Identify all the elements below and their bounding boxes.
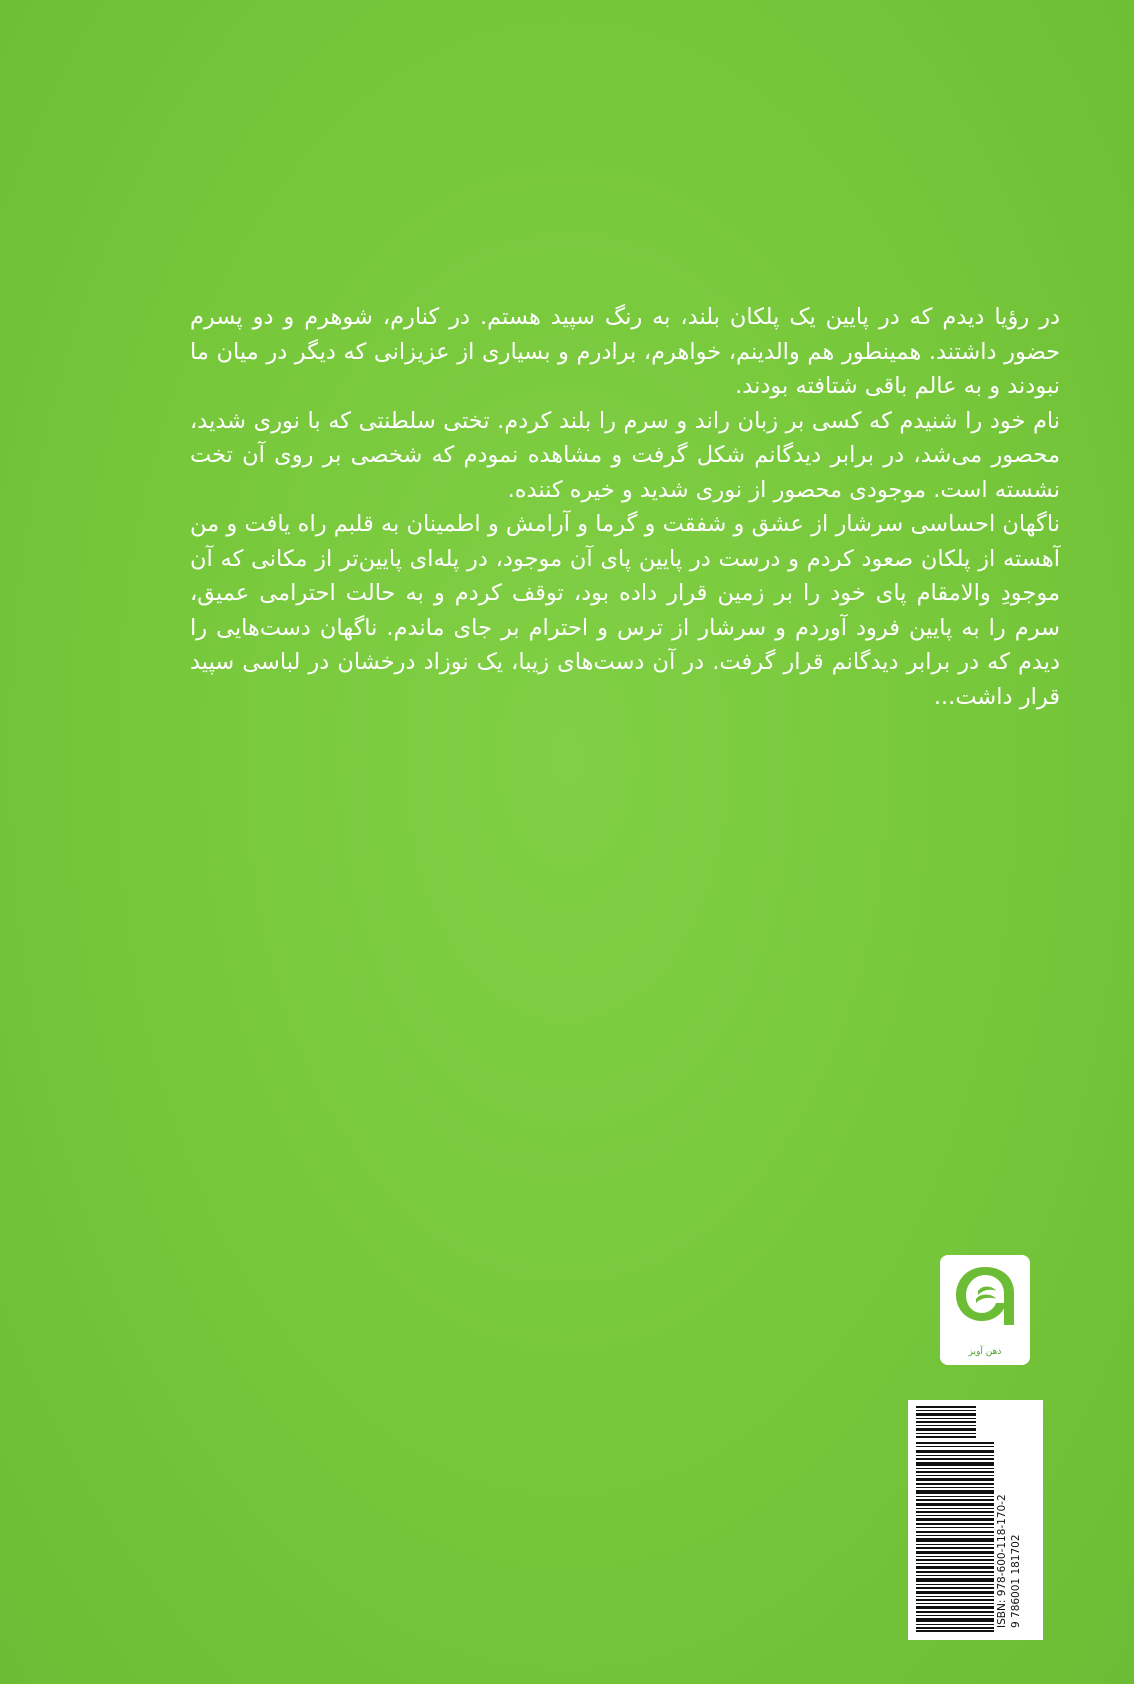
barcode-bars xyxy=(916,1442,994,1632)
barcode-digits: 9 786001 181702 xyxy=(1010,1534,1022,1628)
blurb-paragraph-2: نام خود را شنیدم که کسی بر زبان راند و سرم را بلند کردم. تختی سلطنتی که با نوری شدید، محصور می‌شد، در برابر دیدگانم شکل گرفت و مشاهده نمودم که شخصی بر روی آن تخت نشسته است. موجودی محصور از نوری شدید و خیره کننده. xyxy=(190,407,1060,503)
publisher-logo-icon xyxy=(948,1261,1022,1331)
barcode-addon-digits xyxy=(1010,1404,1024,1444)
back-cover-blurb xyxy=(190,300,1060,714)
blurb-paragraph-1: در رؤیا دیدم که در پایین یک پلکان بلند، به رنگ سپید هستم. در کنارم، شوهرم و دو پسرم حضور داشتند. همینطور هم والدینم، خواهرم، برادرم و بسیاری از عزیزانی که دیگر در میان ما نبودند و به عالم باقی شتافته بودند. xyxy=(190,304,1060,399)
barcode-addon-bars xyxy=(916,1406,976,1438)
publisher-logo xyxy=(940,1255,1030,1365)
blurb-paragraph-3: ناگهان احساسی سرشار از عشق و شفقت و گرما و آرامش و اطمینان به قلبم راه یافت و من آهسته از پلکان صعود کردم و درست در پایین پای آن موجود، در پله‌ای پایین‌تر از مکانی که آن موجودِ والامقام پای خود را بر زمین قرار داده بود، توقف کردم و به حالت احترامی عمیق، سرم را به پایین فرود آوردم و سرشار از ترس و احترام بر جای ماندم. ناگهان دست‌هایی را دیدم که در برابر دیدگانم قرار گرفت. در آن دست‌های زیبا، یک نوزاد درخشان در لباسی سپید قرار داشت... xyxy=(190,511,1060,710)
isbn-barcode xyxy=(908,1400,1043,1640)
isbn-text: ISBN: 978-600-118-170-2 xyxy=(996,1494,1008,1628)
publisher-name: ذهن آویز xyxy=(968,1347,1002,1357)
